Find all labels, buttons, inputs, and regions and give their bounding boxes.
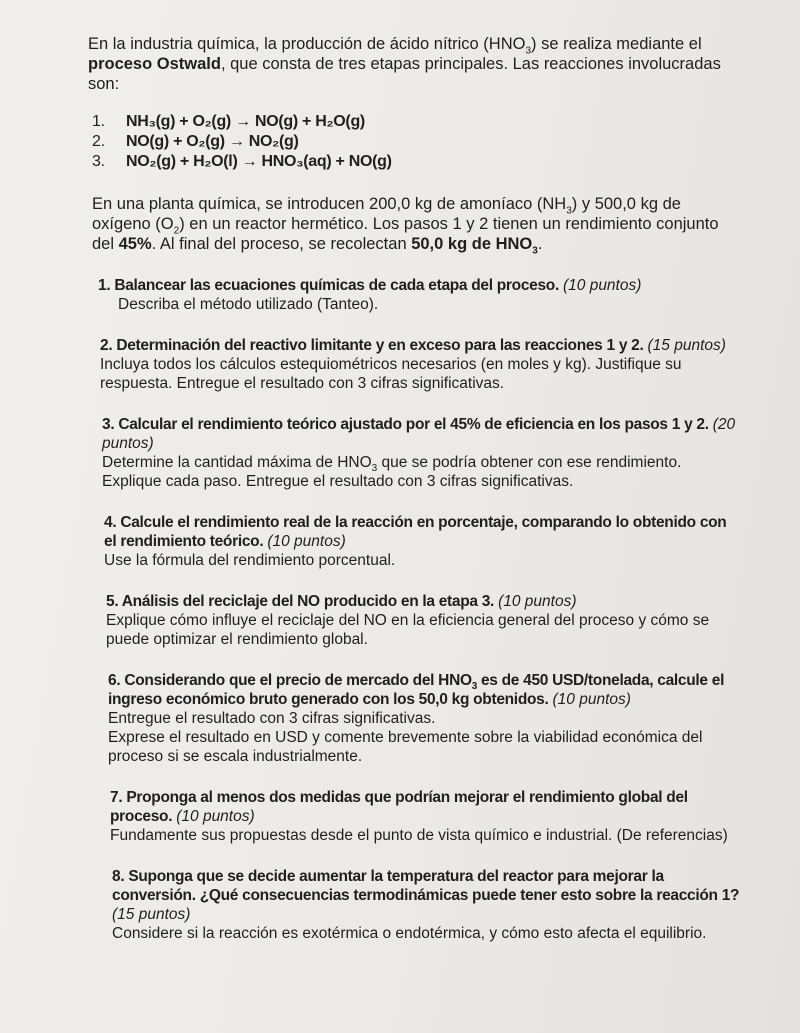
setup-text: ) y 500,0 kg de oxígeno (O — [92, 195, 681, 233]
intro-text: En la industria química, la producción de ácido nítrico (HNO — [88, 35, 526, 53]
question-body: Considere si la reacción es exotérmica o endotérmica, y cómo esto afecta el equilibrio. — [112, 925, 707, 942]
question-body: Incluya todos los cálculos estequiométricos necesarios (en moles y kg). Justifique su respuesta. Entregue el resultado con 3 cifras significativas. — [100, 356, 682, 392]
question-title: 7. Proponga al menos dos medidas que podrían mejorar el rendimiento global del proceso. (10 puntos) — [110, 789, 688, 825]
setup-paragraph — [92, 194, 742, 257]
reaction-number: 2. — [92, 133, 105, 150]
question-body: Fundamente sus propuestas desde el punto de vista químico e industrial. (De referencias) — [110, 827, 728, 844]
setup-text: . Al final del proceso, se recolectan — [151, 235, 412, 253]
subscript: 2 — [173, 225, 180, 237]
reaction-item — [92, 112, 742, 132]
setup-text: ) en un reactor hermético. Los pasos 1 y 2 tienen un rendimiento conjunto del — [92, 215, 719, 253]
process-name: proceso Ostwald — [88, 55, 221, 73]
question-points: (10 puntos) — [562, 277, 642, 294]
question-points: (10 puntos) — [498, 593, 577, 610]
reaction-equation: NO(g) + O₂(g) → NO₂(g) — [126, 133, 299, 150]
subscript: 3 — [471, 681, 477, 693]
reaction-number: 3. — [92, 153, 105, 170]
question-title: 8. Suponga que se decide aumentar la temperatura del reactor para mejorar la conversión. ¿Qué consecuencias termodinámicas puede tener esto sobre la reacción 1? (15 puntos) — [112, 868, 740, 923]
intro-text: ) se realiza mediante el — [531, 35, 702, 53]
question-title: 2. Determinación del reactivo limitante y en exceso para las reacciones 1 y 2. (15 puntos) — [100, 337, 726, 354]
subscript: 3 — [532, 245, 538, 257]
question-7 — [110, 788, 742, 845]
reaction-number: 1. — [92, 113, 105, 130]
question-points: (10 puntos) — [552, 691, 631, 708]
question-body: Describa el método utilizado (Tanteo). — [118, 296, 379, 313]
question-points: (15 puntos) — [647, 337, 726, 354]
question-title: 1. Balancear las ecuaciones químicas de cada etapa del proceso. (10 puntos) — [98, 277, 642, 294]
question-points: (20 puntos) — [102, 416, 736, 452]
reaction-item — [92, 132, 742, 152]
intro-text: , que consta de tres etapas principales. Las reacciones involucradas son: — [88, 55, 721, 93]
question-points: (10 puntos) — [176, 808, 255, 825]
reaction-list — [92, 112, 742, 172]
question-body: Determine la cantidad máxima de $HNO_3$ que se podría obtener con ese rendimiento. Explique cada paso. Entregue el resultado con 3 cifras significativas. — [102, 454, 682, 490]
question-title: 4. Calcule el rendimiento real de la reacción en porcentaje, comparando lo obtenido con el rendimiento teórico. (10 puntos) — [104, 514, 727, 550]
question-title: 5. Análisis del reciclaje del NO producido en la etapa 3. (10 puntos) — [106, 593, 577, 610]
question-body: Exprese el resultado en USD y comente brevemente sobre la viabilidad económica del proceso si se escala industrialmente. — [108, 729, 703, 765]
question-5 — [106, 592, 742, 649]
question-4 — [104, 513, 742, 570]
question-points: (15 puntos) — [112, 906, 191, 923]
question-6 — [108, 671, 742, 766]
question-3 — [102, 415, 742, 491]
intro-paragraph — [88, 34, 742, 94]
reaction-item — [92, 152, 742, 172]
setup-text: En una planta química, se introducen 200,0 kg de amoníaco (NH — [92, 195, 567, 213]
question-body: Entregue el resultado con 3 cifras significativas. — [108, 710, 436, 727]
question-title: 3. Calcular el rendimiento teórico ajustado por el 45% de eficiencia en los pasos 1 y 2. (20 puntos) — [102, 416, 736, 452]
question-2 — [100, 336, 742, 393]
product-mass: 50,0 kg de HNO — [411, 235, 533, 253]
question-8 — [112, 867, 742, 943]
question-title: 6. Considerando que el precio de mercado del $HNO_3$ es de 450 USD/tonelada, calcule el ingreso económico bruto generado con los 50,0 kg obtenidos. (10 puntos) — [108, 672, 725, 708]
subscript: 3 — [525, 45, 532, 57]
setup-text: . — [537, 235, 543, 253]
question-points: (10 puntos) — [267, 533, 346, 550]
question-1 — [98, 276, 742, 314]
question-body: Use la fórmula del rendimiento porcentual. — [104, 552, 396, 569]
question-body: Explique cómo influye el reciclaje del NO en la eficiencia general del proceso y cómo se puede optimizar el rendimiento global. — [106, 612, 710, 648]
efficiency-value: 45% — [118, 235, 152, 253]
reaction-equation: NH₃(g) + O₂(g) → NO(g) + H₂O(g) — [126, 113, 365, 130]
reaction-equation: NO₂(g) + H₂O(l) → HNO₃(aq) + NO(g) — [126, 153, 392, 170]
subscript: 3 — [371, 463, 378, 475]
subscript: 3 — [566, 205, 572, 217]
